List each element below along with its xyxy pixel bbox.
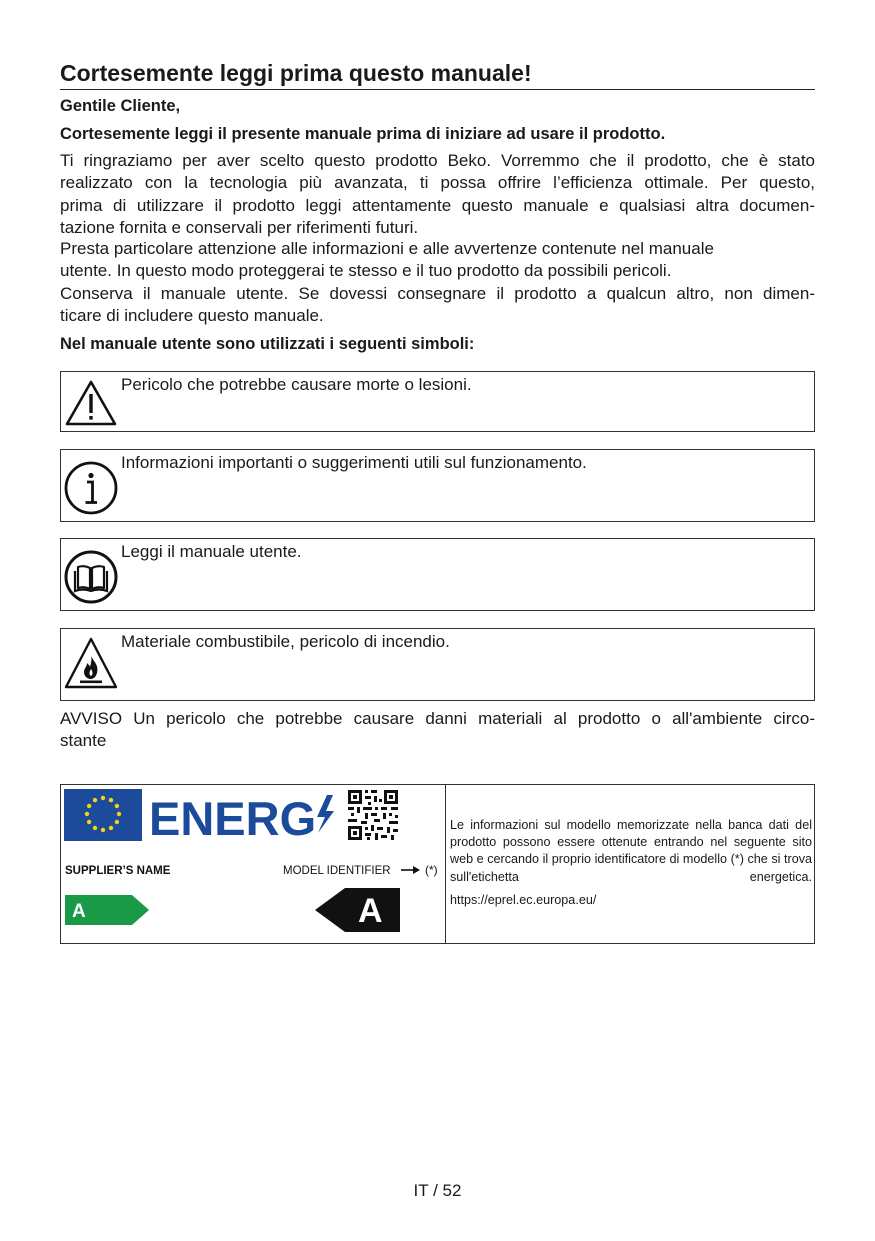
symbol-text: Leggi il manuale utente. xyxy=(121,542,302,561)
intro-line: Ti ringraziamo per aver scelto questo prodotto Beko. Vorremmo che il prodotto, che è stato xyxy=(60,151,815,170)
energy-brand-text: ENERG xyxy=(149,792,317,845)
symbol-box-warning xyxy=(60,371,815,432)
warning-triangle-icon xyxy=(63,374,119,430)
energy-label-graphic xyxy=(61,785,446,943)
intro-line: tazione fornita e conservali per riferimenti futuri. xyxy=(60,218,419,238)
eu-flag-icon xyxy=(64,789,142,841)
eprel-link[interactable]: https://eprel.ec.europa.eu/ xyxy=(450,892,597,907)
notice-line: stante xyxy=(60,731,107,751)
intro-line: prima di utilizzare il prodotto leggi attentamente questo manuale e qualsiasi altra documen- xyxy=(60,195,815,215)
flammable-warning-icon xyxy=(63,635,119,691)
symbols-heading: Nel manuale utente sono utilizzati i seguenti simboli: xyxy=(60,335,475,353)
energy-info-text: Le informazioni sul modello memorizzate nella banca dati del prodotto possono essere ottenute entrando nel seguente sito web e cercando il proprio identificatore di modello (*) che si trova sull'etichetta energetica. xyxy=(450,818,812,884)
page-number: IT / 52 xyxy=(413,1181,462,1200)
symbol-text: Informazioni importanti o suggerimenti utili sul funzionamento. xyxy=(121,453,587,472)
energy-info xyxy=(450,817,812,909)
manual-book-icon xyxy=(63,549,119,605)
intro-paragraph xyxy=(60,150,815,240)
keep-paragraph xyxy=(60,283,815,328)
supplier-name: SUPPLIER’S NAME xyxy=(65,865,171,877)
lightning-icon xyxy=(317,795,334,833)
energy-label-svg xyxy=(61,785,445,943)
notice-paragraph xyxy=(60,708,815,753)
model-identifier: MODEL IDENTIFIER xyxy=(283,865,391,877)
attention-line: utente. In questo modo proteggerai te stesso e il tuo prodotto da possibili pericoli. xyxy=(60,261,672,281)
page-title: Cortesemente leggi prima questo manuale! xyxy=(60,58,815,90)
class-letter-left: A xyxy=(72,901,86,922)
greeting: Gentile Cliente, xyxy=(60,97,181,115)
energy-label-table xyxy=(60,784,815,944)
keep-line: Conserva il manuale utente. Se dovessi consegnare il prodotto a qualcun altro, non dimen- xyxy=(60,284,815,303)
symbol-box-info xyxy=(60,449,815,522)
model-asterisk: (*) xyxy=(425,863,438,877)
attention-paragraph xyxy=(60,238,815,283)
notice-line: AVVISO Un pericolo che potrebbe causare danni materiali al prodotto o all'ambiente circo- xyxy=(60,709,815,728)
class-letter-right: A xyxy=(358,892,383,930)
keep-line: ticare di includere questo manuale. xyxy=(60,306,324,326)
subheading: Cortesemente leggi il presente manuale prima di iniziare ad usare il prodotto. xyxy=(60,125,666,143)
symbol-text: Materiale combustibile, pericolo di incendio. xyxy=(121,632,450,651)
symbol-box-flammable xyxy=(60,628,815,701)
intro-line: realizzato con la tecnologia più avanzata, ti possa offrire l’efficienza ottimale. Per questo, xyxy=(60,173,815,193)
attention-line: Presta particolare attenzione alle informazioni e alle avvertenze contenute nel manuale xyxy=(60,239,714,258)
symbol-box-manual xyxy=(60,538,815,611)
symbol-text: Pericolo che potrebbe causare morte o lesioni. xyxy=(121,375,472,394)
qr-code-icon xyxy=(347,789,399,841)
info-circle-icon xyxy=(63,460,119,516)
